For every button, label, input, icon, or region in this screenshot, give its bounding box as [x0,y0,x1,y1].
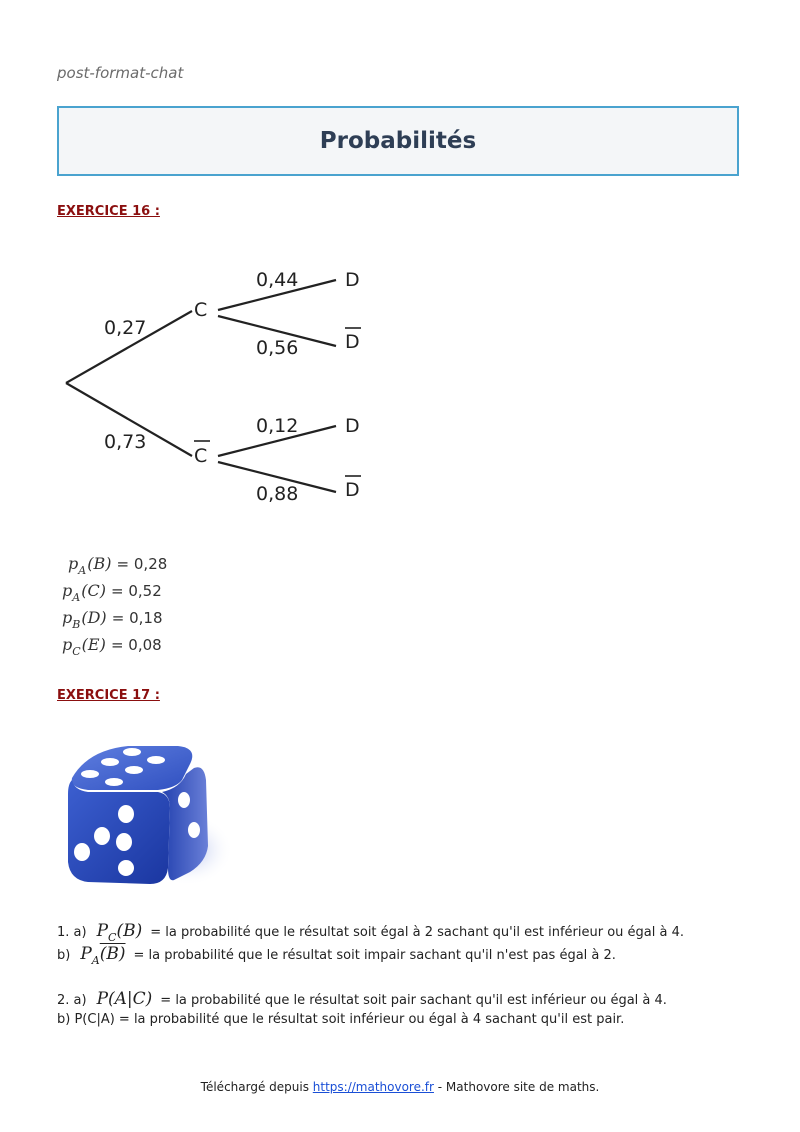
formula-line: $p_B(D) = 0,18$ [62,608,163,631]
formula-line: $p_A(C) = 0,52$ [62,581,162,604]
probability-tree [58,258,378,518]
tree-node-label-2: C [194,445,208,467]
tree-leaf-label-4: D [345,479,360,501]
tree-edge-label-4: 0,56 [256,337,299,359]
title-box [57,106,739,176]
tree-edge-label-6: 0,88 [256,483,299,505]
tree-leaf-label-3: D [345,415,360,437]
tree-edge-label-5: 0,12 [256,415,299,437]
post-format-tag: post-format-chat [57,64,184,82]
tree-edge-label-3: 0,44 [256,269,299,291]
conditional-probability-list [62,554,167,662]
exercise-17-heading: EXERCICE 17 : [57,688,160,703]
formula-line: $p_C(E) = 0,08$ [62,635,162,658]
math-expression: $P_A(B)$ [80,944,126,967]
page-title: Probabilités [319,128,477,154]
tree-leaf-label-2: D [345,331,360,353]
tree-edge-label-1: 0,27 [104,317,147,339]
footer: Téléchargé depuis https://mathovore.fr - Mathovore site de maths. [200,1080,600,1094]
question-1a: 1. a) $P_C(B)$ = la probabilité que le résultat soit égal à 2 sachant qu'il est inférieur ou égal à 4. [57,921,684,944]
math-expression: P(A|C) [96,989,153,1009]
dice-image [58,740,233,890]
tree-edge-label-2: 0,73 [104,431,147,453]
question-1b: b) $P_A(B)$ = la probabilité que le résultat soit impair sachant qu'il n'est pas égal à 2. [57,944,616,967]
footer-link[interactable]: https://mathovore.fr [312,1080,434,1094]
exercise-16-heading: EXERCICE 16 : [57,204,160,219]
question-2b: b) P(C|A) = la probabilité que le résultat soit inférieur ou égal à 4 sachant qu'il est pair. [57,1012,625,1027]
math-expression: $P_C(B)$ [96,921,143,944]
tree-node-label-1: C [194,299,208,321]
formula-line: $p_A(B) = 0,28$ [68,554,168,577]
tree-leaf-label-1: D [345,269,360,291]
question-2a: 2. a) P(A|C) = la probabilité que le résultat soit pair sachant qu'il est inférieur ou égal à 4. [57,989,667,1009]
